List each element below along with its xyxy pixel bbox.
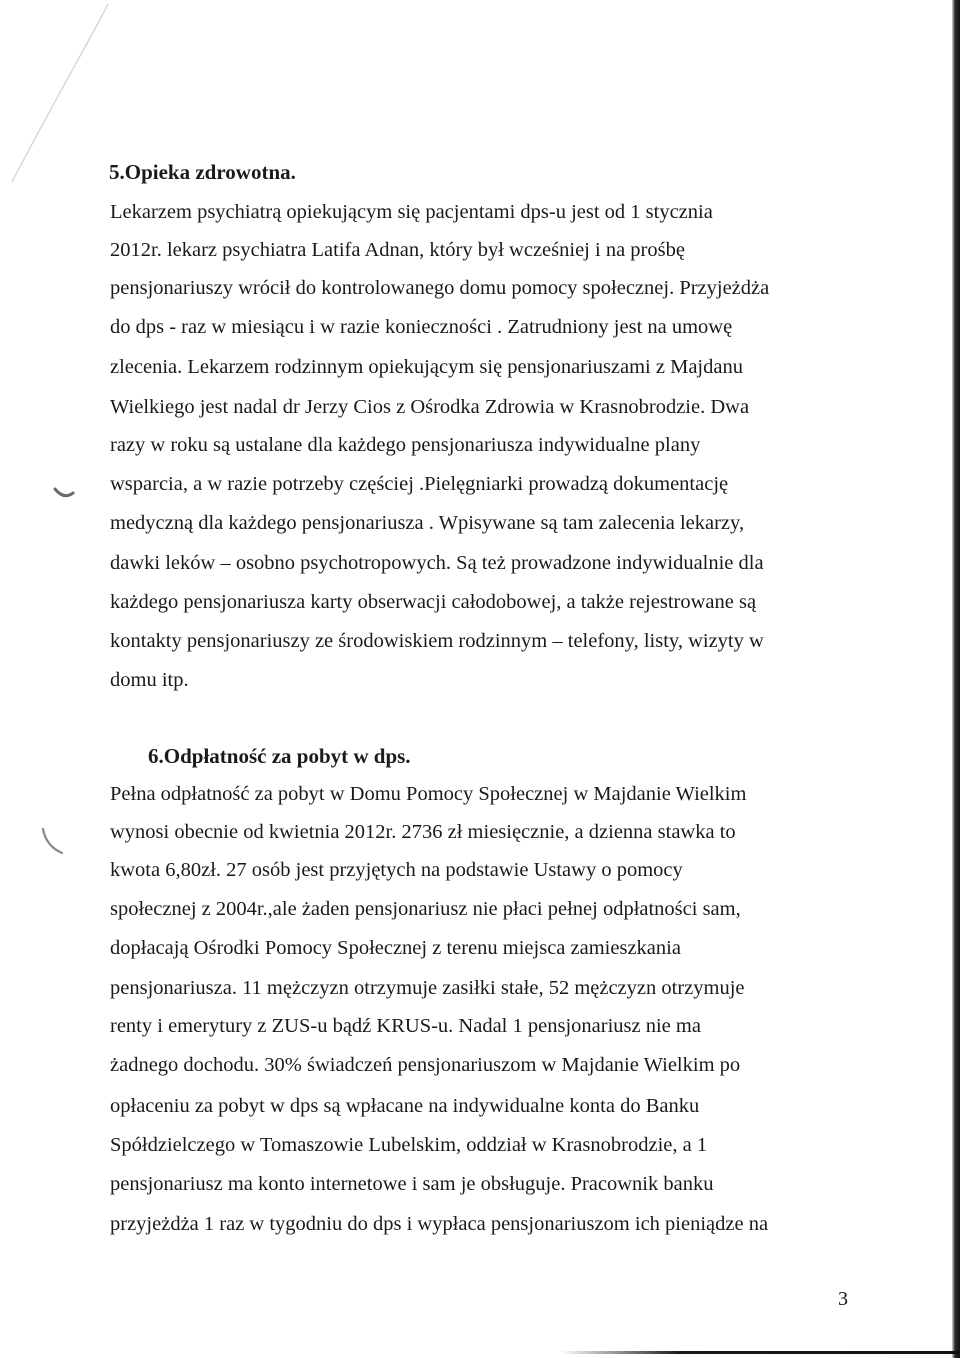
text-line: Wielkiego jest nadal dr Jerzy Cios z Ośrodka Zdrowia w Krasnobrodzie. Dwa (110, 396, 750, 418)
text-line: zlecenia. Lekarzem rodzinnym opiekującym się pensjonariuszami z Majdanu (110, 356, 743, 378)
text-line: kwota 6,80zł. 27 osób jest przyjętych na podstawie Ustawy o pomocy (110, 859, 683, 881)
text-line: wsparcia, a w razie potrzeby częściej .Pielęgniarki prowadzą dokumentację (110, 473, 729, 495)
text-line: pensjonariusz ma konto internetowe i sam je obsługuje. Pracownik banku (110, 1173, 714, 1195)
text-line: medyczną dla każdego pensjonariusza . Wpisywane są tam zalecenia lekarzy, (110, 512, 745, 534)
text-line: społecznej z 2004r.,ale żaden pensjonariusz nie płaci pełnej odpłatności sam, (110, 898, 741, 920)
text-line: opłaceniu za pobyt w dps są wpłacane na indywidualne konta do Banku (110, 1095, 700, 1117)
text-line: pensjonariuszy wrócił do kontrolowanego domu pomocy społecznej. Przyjeżdża (110, 277, 770, 299)
text-line: każdego pensjonariusza karty obserwacji całodobowej, a także rejestrowane są (110, 591, 757, 613)
text-line: żadnego dochodu. 30% świadczeń pensjonariuszom w Majdanie Wielkim po (110, 1054, 741, 1076)
text-line: pensjonariusza. 11 mężczyzn otrzymuje zasiłki stałe, 52 mężczyzn otrzymuje (110, 977, 745, 999)
punch-hole-mark-top (52, 486, 76, 502)
section-heading-fees: 6.Odpłatność za pobyt w dps. (148, 744, 411, 768)
page-number: 3 (838, 1288, 848, 1310)
text-line: renty i emerytury z ZUS-u bądź KRUS-u. Nadal 1 pensjonariusz nie ma (110, 1015, 701, 1037)
text-line: Spółdzielczego w Tomaszowie Lubelskim, oddział w Krasnobrodzie, a 1 (110, 1134, 708, 1156)
page-edge-right (952, 0, 960, 1358)
text-line: do dps - raz w miesiącu i w razie konieczności . Zatrudniony jest na umowę (110, 316, 733, 338)
text-line: dopłacają Ośrodki Pomocy Społecznej z terenu miejsca zamieszkania (110, 937, 681, 959)
scan-stroke-mark (0, 0, 120, 190)
text-line: domu itp. (110, 669, 189, 691)
page-edge-bottom (560, 1351, 960, 1354)
section-heading-health-care: 5.Opieka zdrowotna. (109, 160, 296, 184)
text-line: 2012r. lekarz psychiatra Latifa Adnan, który był wcześniej i na prośbę (110, 239, 685, 261)
text-line: wynosi obecnie od kwietnia 2012r. 2736 zł miesięcznie, a dzienna stawka to (110, 821, 736, 843)
text-line: razy w roku są ustalane dla każdego pensjonariusza indywidualne plany (110, 434, 701, 456)
text-line: Lekarzem psychiatrą opiekującym się pacjentami dps-u jest od 1 stycznia (110, 201, 713, 223)
text-line: kontakty pensjonariuszy ze środowiskiem rodzinnym – telefony, listy, wizyty w (110, 630, 764, 652)
punch-hole-mark-bottom (40, 826, 66, 856)
text-line: Pełna odpłatność za pobyt w Domu Pomocy Społecznej w Majdanie Wielkim (110, 783, 747, 805)
text-line: dawki leków – osobno psychotropowych. Są też prowadzone indywidualnie dla (110, 552, 764, 574)
text-line: przyjeżdża 1 raz w tygodniu do dps i wypłaca pensjonariuszom ich pieniądze na (110, 1213, 769, 1235)
